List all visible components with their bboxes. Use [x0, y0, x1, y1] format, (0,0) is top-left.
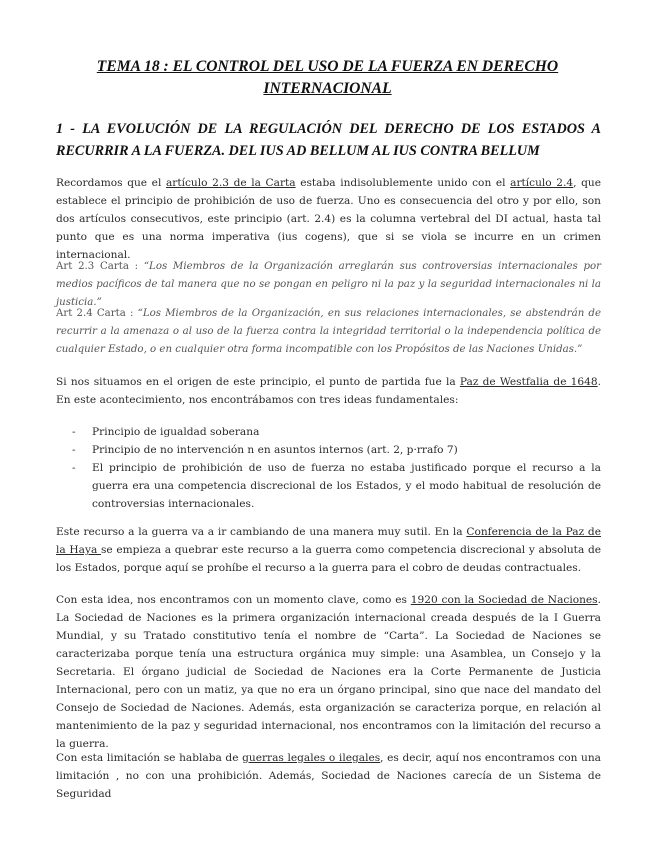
- paragraph-guerras-legales: [56, 749, 601, 803]
- reference-article-2-4: artículo 2.4: [510, 177, 574, 189]
- text-run: Este recurso a la guerra va a ir cambiando de una manera muy sutil. En la: [56, 526, 467, 538]
- text-run: se empieza a quebrar este recurso a la guerra como competencia discrecional y absoluta de los Estados, porque aquí se prohíbe el recurso a la guerra para el cobro de deudas contractuales.: [56, 544, 602, 574]
- quote-text: “Los Miembros de la Organización arreglarán sus controversias internacionales por medios pacíficos de tal manera que no se pongan en peligro ni la paz y la seguridad internacionales ni la justicia.”: [56, 261, 601, 308]
- text-run: Recordamos que el: [56, 177, 166, 189]
- list-item-text: Principio de igualdad soberana: [92, 426, 260, 438]
- dash-bullet-icon: -: [72, 426, 76, 438]
- reference-sociedad-naciones: 1920 con la Sociedad de Naciones: [410, 594, 598, 606]
- text-run: . La Sociedad de Naciones es la primera organización internacional creada después de la I Guerra Mundial, y su Tratado constitutivo tenía el nombre de “Carta”. La Sociedad de Naciones se caracterizaba porque tenía una estructura orgánica muy simple: una Asamblea, un Consejo y la Secretaria. El órgano judicial de Sociedad de Naciones era la Corte Permanente de Justicia Internacional, pero con un matiz, ya que no era un órgano principal, sino que nace del mandato del Consejo de Sociedad de Naciones. Además, esta organización se caracteriza porque, en relación al mantenimiento de la paz y seguridad internacional, nos encontramos con la limitación del recurso a la guerra.: [56, 594, 601, 750]
- section-heading: 1 - LA EVOLUCIÓN DE LA REGULACIÓN DEL DERECHO DE LOS ESTADOS A RECURRIR A LA FUERZA. DEL IUS AD BELLUM AL IUS CONTRA BELLUM: [56, 121, 601, 159]
- paragraph-articles-2-3-2-4: [56, 174, 601, 264]
- quote-label: Art 2.3 Carta :: [56, 261, 144, 272]
- text-run: , que establece el principio de prohibición de uso de fuerza. Uno es consecuencia del otro y por ello, son dos artículos consecutivos, este principio (art. 2.4) es la columna vertebral del DI actual, hasta tal punto que es una norma imperativa (ius cogens), que si se viola se incurre en un crimen internacional.: [56, 177, 602, 261]
- list-item: [56, 459, 601, 513]
- reference-westfalia: Paz de Westfalia de 1648: [459, 376, 598, 388]
- text-run: , es decir, aquí nos encontramos con una limitación , no con una prohibición. Además, Sociedad de Naciones carecía de un Sistema de Seguridad: [56, 752, 601, 800]
- principles-list: [56, 423, 601, 513]
- quote-label: Art 2.4 Carta :: [56, 308, 138, 319]
- list-item-text: Principio de no intervención n en asuntos internos (art. 2, p·rrafo 7): [92, 444, 458, 456]
- paragraph-sociedad-naciones: [56, 591, 601, 753]
- document-title: TEMA 18 : EL CONTROL DEL USO DE LA FUERZA EN DERECHO INTERNACIONAL: [96, 58, 559, 97]
- list-item-text: El principio de prohibición de uso de fuerza no estaba justificado porque el recurso a la guerra era una competencia discrecional de los Estados, y el modo habitual de resolución de controversias internacionales.: [92, 462, 601, 510]
- quote-text: “Los Miembros de la Organización, en sus relaciones internacionales, se abstendrán de recurrir a la amenaza o al uso de la fuerza contra la integridad territorial o la independencia política de cualquier Estado, o en cualquier otra forma incompatible con los Propósitos de las Naciones Unidas.”: [56, 308, 601, 355]
- text-run: Con esta idea, nos encontramos con un momento clave, como es: [56, 594, 411, 606]
- text-run: estaba indisolublemente unido con el: [295, 177, 511, 189]
- reference-article-2-3: artículo 2.3 de la Carta: [165, 177, 296, 189]
- quote-article-2-4: [56, 305, 601, 359]
- text-run: Si nos situamos en el origen de este principio, el punto de partida fue la: [56, 376, 460, 388]
- dash-bullet-icon: -: [72, 444, 76, 456]
- text-run: Con esta limitación se hablaba de: [56, 752, 243, 764]
- reference-guerras-legales: guerras legales o ilegales: [242, 752, 381, 764]
- paragraph-westfalia: [56, 373, 601, 409]
- list-item: [56, 423, 601, 441]
- paragraph-haya: [56, 523, 601, 577]
- quote-article-2-3: [56, 258, 601, 312]
- text-run: . En este acontecimiento, nos encontrábamos con tres ideas fundamentales:: [56, 376, 601, 406]
- list-item: [56, 441, 601, 459]
- reference-haya: Conferencia de la Paz de la Haya: [56, 526, 601, 556]
- dash-bullet-icon: -: [72, 462, 76, 474]
